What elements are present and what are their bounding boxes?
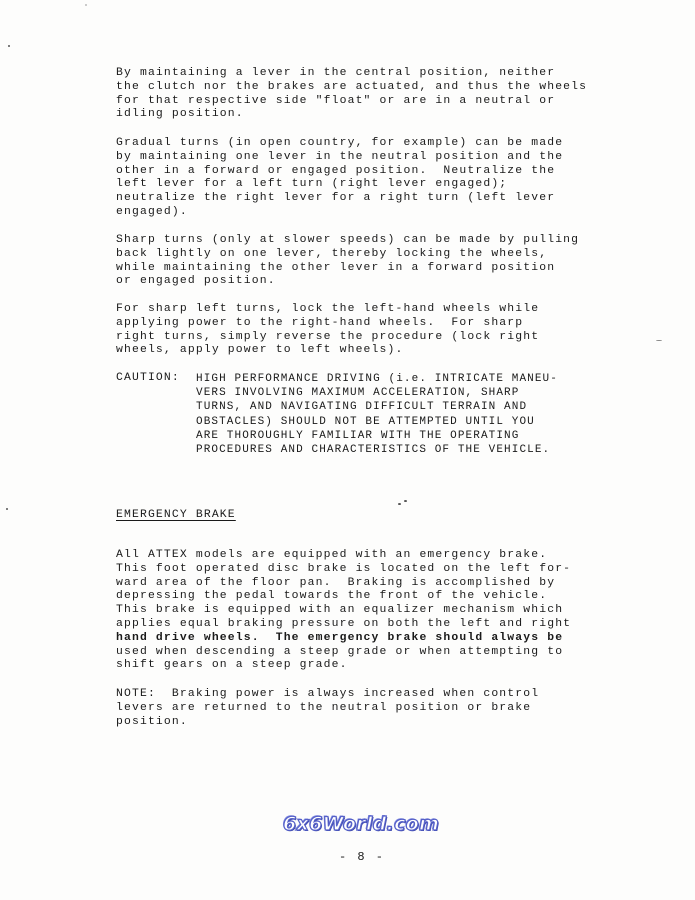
text-line: depressing the pedal towards the front of the vehicle. xyxy=(116,590,548,603)
text-line: while maintaining the other lever in a forward position xyxy=(116,261,556,274)
text-line: All ATTEX models are equipped with an emergency brake. xyxy=(116,549,548,561)
caution-text xyxy=(196,372,596,457)
text-line: levers are returned to the neutral position or brake xyxy=(116,701,532,714)
scan-speck xyxy=(6,508,8,510)
text-line: hand drive wheels. The emergency brake should always be xyxy=(116,631,564,644)
text-line: idling position. xyxy=(116,108,244,121)
paragraph-sharp-left-right xyxy=(116,303,606,358)
caution-line: HIGH PERFORMANCE DRIVING (i.e. INTRICATE MANEU- xyxy=(196,373,558,385)
scan-speck xyxy=(398,503,401,505)
text-line: used when descending a steep grade or when attempting to xyxy=(116,645,564,658)
watermark-logo: 6x6World.com xyxy=(283,813,440,835)
text-line: other in a forward or engaged position. Neutralize the xyxy=(116,164,556,177)
text-line: shift gears on a steep grade. xyxy=(116,659,348,672)
caution-label: CAUTION: xyxy=(116,372,180,384)
caution-line: TURNS, AND NAVIGATING DIFFICULT TERRAIN AND xyxy=(196,401,528,414)
text-line: This brake is equipped with an equalizer mechanism which xyxy=(116,604,564,617)
text-line: For sharp left turns, lock the left-hand wheels while xyxy=(116,303,540,315)
text-line: Sharp turns (only at slower speeds) can be made by pulling xyxy=(116,234,580,246)
text-line: This foot operated disc brake is located on the left for- xyxy=(116,562,572,575)
paragraph-neutral-float xyxy=(116,67,606,122)
paragraph-sharp-turns xyxy=(116,234,606,289)
scan-speck xyxy=(404,500,407,502)
text-line: left lever for a left turn (right lever engaged); xyxy=(116,178,508,191)
paragraph-gradual-turns xyxy=(116,137,606,220)
page-number: - 8 - xyxy=(339,850,386,864)
caution-line: ARE THOROUGHLY FAMILIAR WITH THE OPERATING xyxy=(196,429,520,442)
section-heading: EMERGENCY BRAKE xyxy=(116,509,236,521)
caution-line: OBSTACLES) SHOULD NOT BE ATTEMPTED UNTIL YOU xyxy=(196,415,535,428)
text-line: engaged). xyxy=(116,205,188,218)
scan-speck xyxy=(8,45,10,47)
text-line: Gradual turns (in open country, for example) can be made xyxy=(116,137,564,149)
text-line: applying power to the right-hand wheels. For sharp xyxy=(116,316,524,329)
text-line: neutralize the right lever for a right turn (left lever xyxy=(116,192,556,205)
paragraph-emergency-brake xyxy=(116,549,606,673)
text-line: wheels, apply power to left wheels). xyxy=(116,344,404,357)
text-line: By maintaining a lever in the central position, neither xyxy=(116,67,556,79)
scan-speck xyxy=(85,4,87,6)
caution-line: VERS INVOLVING MAXIMUM ACCELERATION, SHARP xyxy=(196,387,520,400)
text-line: the clutch nor the brakes are actuated, and thus the wheels xyxy=(116,80,588,93)
text-line: NOTE: Braking power is always increased when control xyxy=(116,688,540,700)
text-line: for that respective side "float" or are in a neutral or xyxy=(116,94,556,107)
caution-line: PROCEDURES AND CHARACTERISTICS OF THE VEHICLE. xyxy=(196,444,551,457)
text-line: or engaged position. xyxy=(116,275,276,288)
text-line: applies equal braking pressure on both the left and right xyxy=(116,617,572,630)
paragraph-note xyxy=(116,688,606,729)
text-line: back lightly on one lever, thereby locking the wheels, xyxy=(116,247,548,260)
text-line: right turns, simply reverse the procedure (lock right xyxy=(116,330,540,343)
text-line: position. xyxy=(116,715,188,728)
text-line: by maintaining one lever in the neutral position and the xyxy=(116,150,564,163)
text-line: ward area of the floor pan. Braking is accomplished by xyxy=(116,576,556,589)
scan-speck xyxy=(656,340,662,341)
